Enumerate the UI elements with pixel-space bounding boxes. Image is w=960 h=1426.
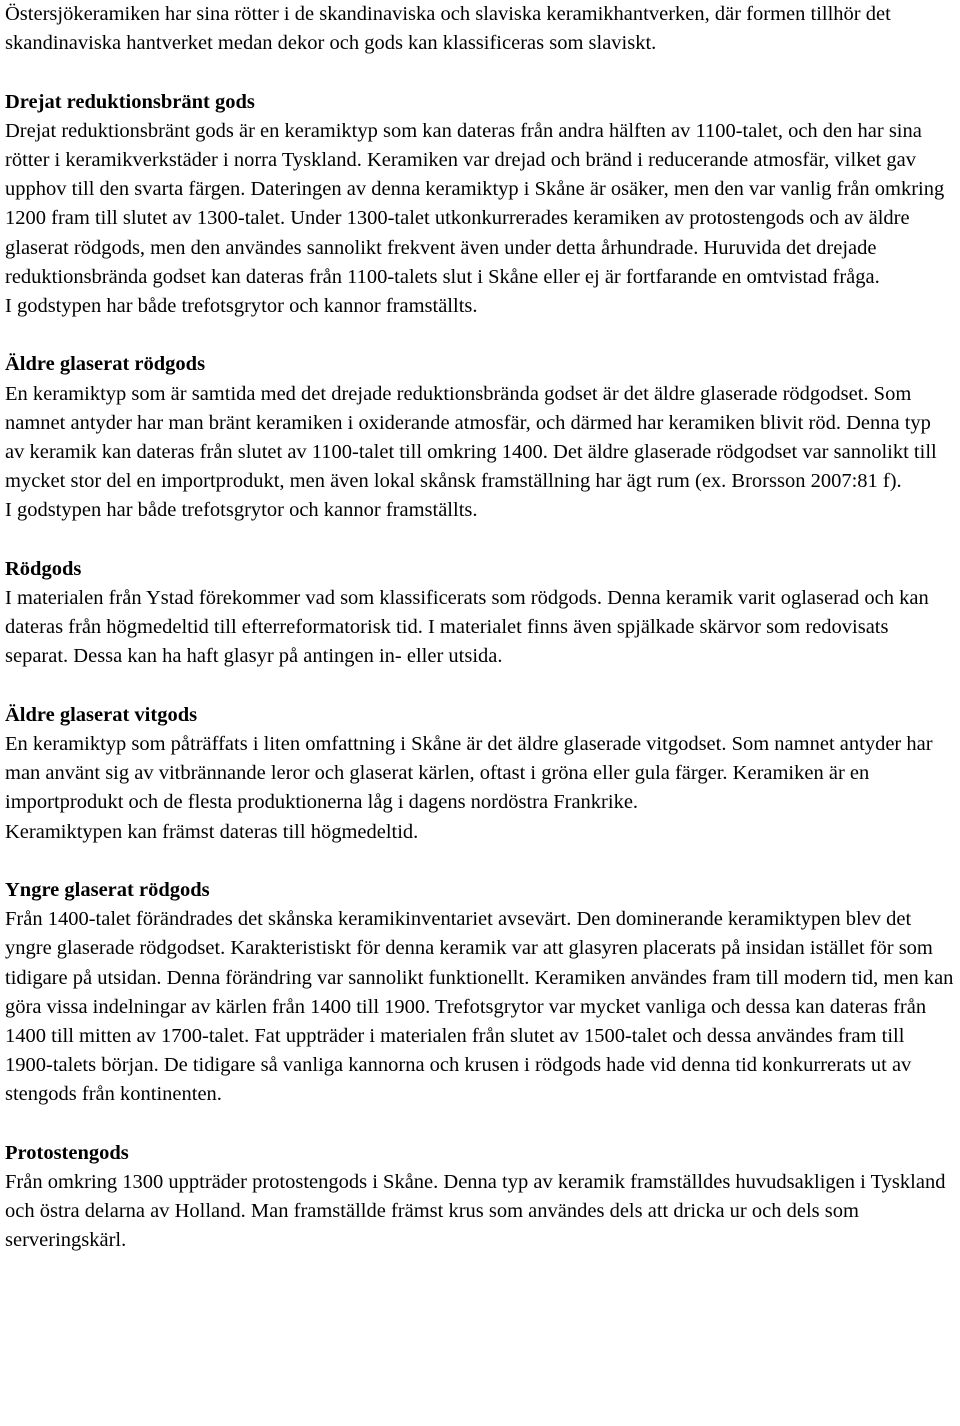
paragraph-gap xyxy=(5,526,954,555)
section-paragraph: En keramiktyp som påträffats i liten omfattning i Skåne är det äldre glaserade vitgodset. Som namnet antyder har man använt sig av vitbrännande leror och glaserat kärlen, oftast i gröna eller gula färger. Keramiken är en importprodukt och de flesta produktionerna låg i dagens nordöstra Frankrike. xyxy=(5,733,933,814)
section-paragraph: I materialen från Ystad förekommer vad som klassificerats som rödgods. Denna keramik varit oglaserad och kan dateras från högmedeltid till efterreformatorisk tid. I materialet finns även spjälkade skärvor som redovisats separat. Dessa kan ha haft glasyr på antingen in- eller utsida. xyxy=(5,587,929,668)
section-heading: Äldre glaserat vitgods xyxy=(5,703,198,726)
paragraph-gap xyxy=(5,58,954,87)
section-yngre-glaserat-rodgods xyxy=(5,876,954,1110)
section-paragraph: Från 1400-talet förändrades det skånska keramikinventariet avsevärt. Den dominerande keramiktypen blev det yngre glaserade rödgodset. Karakteristiskt för denna keramik var att glasyren placerats på insidan istället för som tidigare på utsidan. Denna förändring var sannolikt funktionellt. Keramiken användes fram till modern tid, men kan göra vissa indelningar av kärlen från 1400 till 1900. Trefotsgrytor var mycket vanliga och dessa kan dateras från 1400 till mitten av 1700-talet. Fat uppträder i materialen från slutet av 1500-talet och dessa användes fram till 1900-talets början. De tidigare så vanliga kannorna och krusen i rödgods hade vid denna tid konkurrerats ut av stengods från kontinenten. xyxy=(5,908,954,1106)
section-paragraph: I godstypen har både trefotsgrytor och kannor framställts. xyxy=(5,295,478,318)
section-heading: Rödgods xyxy=(5,557,82,580)
section-paragraph: Drejat reduktionsbränt gods är en keramiktyp som kan dateras från andra hälften av 1100-talet, och den har sina rötter i keramikverkstäder i norra Tyskland. Keramiken var drejad och bränd i reducerande atmosfär, vilket gav upphov till den svarta färgen. Dateringen av denna keramiktyp i Skåne är osäker, men den var vanlig från omkring 1200 fram till slutet av 1300-talet. Under 1300-talet utkonkurrerades keramiken av protostengods och av äldre glaserat rödgods, men den användes sannolikt frekvent även under detta århundrade. Huruvida det drejade reduktionsbrända godset kan dateras från 1100-talets slut i Skåne eller ej är fortfarande en omtvistad fråga. xyxy=(5,119,945,288)
intro-paragraph: Östersjökeramiken har sina rötter i de skandinaviska och slaviska keramikhantverken, där formen tillhör det skandinaviska hantverket medan dekor och gods kan klassificeras som slaviskt. xyxy=(5,3,891,55)
section-drejat-reduktionsbrant-gods xyxy=(5,88,954,322)
section-paragraph: Från omkring 1300 uppträder protostengods i Skåne. Denna typ av keramik framställdes huvudsakligen i Tyskland och östra delarna av Holland. Man framställde främst krus som användes dels att dricka ur och dels som serveringskärl. xyxy=(5,1171,946,1252)
section-aldre-glaserat-rodgods xyxy=(5,350,954,525)
paragraph-gap xyxy=(5,847,954,876)
section-heading: Protostengods xyxy=(5,1141,129,1164)
section-paragraph: En keramiktyp som är samtida med det drejade reduktionsbrända godset är det äldre glaserade rödgodset. Som namnet antyder har man bränt keramiken i oxiderande atmosfär, och därmed har keramiken blivit röd. Denna typ av keramik kan dateras från slutet av 1100-talet till omkring 1400. Det äldre glaserade rödgodset var sannolikt till mycket stor del en importprodukt, men även lokal skånsk framställning har ägt rum (ex. Brorsson 2007:81 f). xyxy=(5,382,937,493)
section-protostengods xyxy=(5,1139,954,1256)
section-heading: Yngre glaserat rödgods xyxy=(5,879,210,902)
paragraph-gap xyxy=(5,672,954,701)
section-heading: Äldre glaserat rödgods xyxy=(5,353,206,376)
section-rodgods xyxy=(5,555,954,672)
section-heading: Drejat reduktionsbränt gods xyxy=(5,90,255,113)
section-paragraph: Keramiktypen kan främst dateras till högmedeltid. xyxy=(5,820,419,843)
paragraph-gap xyxy=(5,321,954,350)
section-paragraph: I godstypen har både trefotsgrytor och kannor framställts. xyxy=(5,499,478,522)
section-aldre-glaserat-vitgods xyxy=(5,701,954,847)
paragraph-gap xyxy=(5,1110,954,1139)
